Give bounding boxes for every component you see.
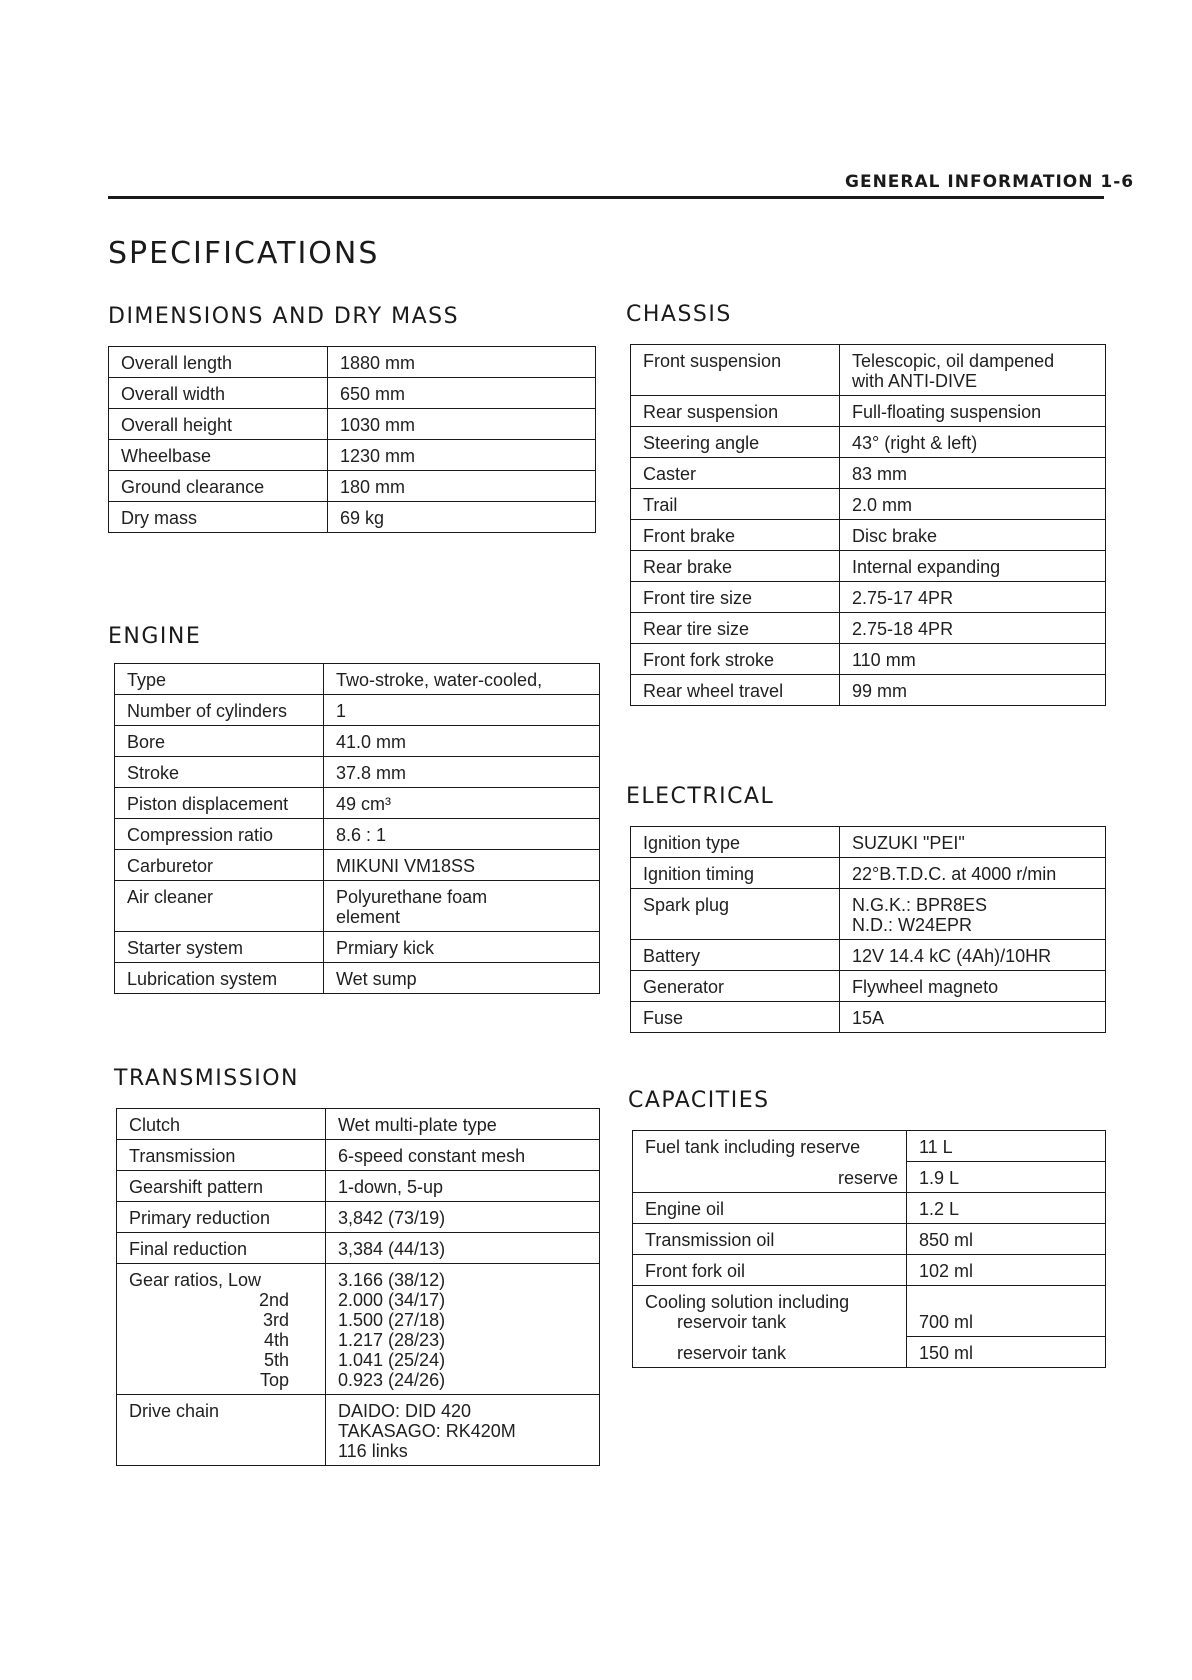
spec-label: Front brake bbox=[631, 520, 840, 551]
running-header: GENERAL INFORMATION 1-6 bbox=[845, 172, 1135, 192]
spec-label: Air cleaner bbox=[115, 881, 324, 932]
spec-label: Ignition type bbox=[631, 827, 840, 858]
spec-value-line: Telescopic, oil dampened bbox=[852, 351, 1055, 371]
spec-label: Overall length bbox=[109, 347, 328, 378]
spec-label: Final reduction bbox=[117, 1233, 326, 1264]
spec-value: 1880 mm bbox=[340, 353, 416, 373]
spec-label: Front suspension bbox=[631, 345, 840, 396]
table-row bbox=[631, 858, 1106, 889]
table-row bbox=[631, 1002, 1106, 1033]
dimensions-title: DIMENSIONS AND DRY MASS bbox=[108, 304, 460, 329]
spec-label: Clutch bbox=[117, 1109, 326, 1140]
capacities-rows bbox=[633, 1131, 1106, 1368]
spec-value: 37.8 mm bbox=[324, 757, 600, 788]
table-row bbox=[631, 458, 1106, 489]
drive-chain-label: Drive chain bbox=[117, 1395, 326, 1466]
table-row bbox=[117, 1171, 600, 1202]
spec-value bbox=[324, 881, 600, 932]
table-row bbox=[633, 1193, 1106, 1224]
chassis-table bbox=[630, 344, 1106, 706]
spec-value-line: with ANTI-DIVE bbox=[852, 371, 978, 391]
table-row bbox=[115, 695, 600, 726]
electrical-rows bbox=[631, 827, 1106, 1033]
cooling-label: Cooling solution including bbox=[645, 1292, 850, 1312]
table-row bbox=[117, 1109, 600, 1140]
spec-label: Bore bbox=[115, 726, 324, 757]
front-fork-oil-value: 102 ml bbox=[907, 1255, 1106, 1286]
spec-label: Compression ratio bbox=[115, 819, 324, 850]
table-row bbox=[109, 409, 596, 440]
spec-label: Transmission bbox=[117, 1140, 326, 1171]
spec-label: Front fork stroke bbox=[631, 644, 840, 675]
spec-label: Generator bbox=[631, 971, 840, 1002]
table-row bbox=[631, 940, 1106, 971]
electrical-table bbox=[630, 826, 1106, 1033]
spec-value: 22°B.T.D.C. at 4000 r/min bbox=[840, 858, 1106, 889]
spec-label: Gearshift pattern bbox=[117, 1171, 326, 1202]
spec-value: 3,384 (44/13) bbox=[326, 1233, 600, 1264]
table-row bbox=[115, 819, 600, 850]
spec-label: Overall width bbox=[109, 378, 328, 409]
cooling-reservoir-label: reservoir tank bbox=[677, 1342, 787, 1363]
table-row bbox=[633, 1255, 1106, 1286]
table-row bbox=[631, 971, 1106, 1002]
gear-label: 4th bbox=[263, 1330, 289, 1350]
electrical-title: ELECTRICAL bbox=[626, 784, 775, 809]
table-row bbox=[633, 1337, 1106, 1368]
table-row bbox=[115, 881, 600, 932]
table-row bbox=[631, 827, 1106, 858]
transmission-oil-label: Transmission oil bbox=[633, 1224, 907, 1255]
chassis-title: CHASSIS bbox=[626, 302, 732, 327]
gear-label: 5th bbox=[263, 1350, 289, 1370]
table-row bbox=[109, 347, 596, 378]
table-row bbox=[109, 440, 596, 471]
spec-value: 2.75-18 4PR bbox=[840, 613, 1106, 644]
gear-ratio-value: 1.217 (28/23) bbox=[338, 1330, 446, 1350]
transmission-rows bbox=[117, 1109, 600, 1466]
spec-value: 1030 mm bbox=[328, 409, 596, 440]
spec-value: Full-floating suspension bbox=[840, 396, 1106, 427]
table-row bbox=[109, 471, 596, 502]
fuel-tank-value: 11 L bbox=[919, 1137, 953, 1157]
table-row bbox=[631, 644, 1106, 675]
capacities-title: CAPACITIES bbox=[628, 1088, 770, 1113]
table-row bbox=[109, 378, 596, 409]
spec-label: Dry mass bbox=[109, 502, 328, 533]
spec-value: 1 bbox=[324, 695, 600, 726]
dimensions-rows bbox=[109, 347, 596, 533]
gear-ratio-value: 0.923 (24/26) bbox=[338, 1370, 446, 1390]
engine-oil-label: Engine oil bbox=[633, 1193, 907, 1224]
spec-label: Rear suspension bbox=[631, 396, 840, 427]
spec-value: 6-speed constant mesh bbox=[326, 1140, 600, 1171]
spec-value: 43° (right & left) bbox=[840, 427, 1106, 458]
table-row bbox=[631, 520, 1106, 551]
spec-value: 83 mm bbox=[840, 458, 1106, 489]
spec-label: Fuse bbox=[631, 1002, 840, 1033]
spec-value: Flywheel magneto bbox=[840, 971, 1106, 1002]
gear-label: Top bbox=[259, 1370, 289, 1390]
drive-chain-value: 116 links bbox=[338, 1441, 408, 1461]
header-rule bbox=[108, 196, 1104, 199]
table-row bbox=[631, 889, 1106, 940]
spec-value: 15A bbox=[840, 1002, 1106, 1033]
chassis-rows bbox=[631, 345, 1106, 706]
gear-label: 2nd bbox=[258, 1290, 289, 1310]
table-row bbox=[631, 489, 1106, 520]
cooling-reservoir-value: 150 ml bbox=[907, 1337, 1106, 1368]
spec-label: Spark plug bbox=[631, 889, 840, 940]
spec-value-line: element bbox=[336, 907, 401, 927]
table-row bbox=[109, 502, 596, 533]
spec-value-line: Polyurethane foam bbox=[336, 887, 488, 907]
drive-chain-row bbox=[117, 1395, 600, 1466]
gear-ratio-value: 2.000 (34/17) bbox=[338, 1290, 446, 1310]
spec-value: 12V 14.4 kC (4Ah)/10HR bbox=[840, 940, 1106, 971]
table-row bbox=[633, 1162, 1106, 1193]
spec-label: Ground clearance bbox=[109, 471, 328, 502]
spec-value: 99 mm bbox=[840, 675, 1106, 706]
spec-label: Front tire size bbox=[631, 582, 840, 613]
spec-value: Disc brake bbox=[840, 520, 1106, 551]
spec-value: 1-down, 5-up bbox=[326, 1171, 600, 1202]
table-row bbox=[115, 664, 600, 695]
spec-label: Wheelbase bbox=[109, 440, 328, 471]
table-row bbox=[117, 1233, 600, 1264]
spec-value: Two-stroke, water-cooled, bbox=[336, 670, 543, 690]
spec-value: 2.0 mm bbox=[840, 489, 1106, 520]
gear-ratios-label: Gear ratios, Low bbox=[129, 1270, 262, 1290]
cooling-label-2: reservoir tank bbox=[677, 1312, 787, 1332]
table-row bbox=[115, 788, 600, 819]
engine-table bbox=[114, 663, 600, 994]
gear-ratio-value: 1.500 (27/18) bbox=[338, 1310, 446, 1330]
spec-label: Stroke bbox=[115, 757, 324, 788]
spec-value: 69 kg bbox=[328, 502, 596, 533]
spec-label: Lubrication system bbox=[115, 963, 324, 994]
spec-label: Trail bbox=[631, 489, 840, 520]
spec-label: Carburetor bbox=[115, 850, 324, 881]
spec-value: 110 mm bbox=[840, 644, 1106, 675]
spec-value: 8.6 : 1 bbox=[324, 819, 600, 850]
gear-ratio-value: 3.166 (38/12) bbox=[338, 1270, 446, 1290]
table-row bbox=[631, 396, 1106, 427]
transmission-oil-value: 850 ml bbox=[907, 1224, 1106, 1255]
gear-ratio-value: 1.041 (25/24) bbox=[338, 1350, 446, 1370]
table-row bbox=[115, 963, 600, 994]
spec-value: SUZUKI "PEI" bbox=[852, 833, 965, 853]
table-row bbox=[631, 345, 1106, 396]
fuel-reserve-value: 1.9 L bbox=[907, 1162, 1106, 1193]
spec-label: Rear brake bbox=[631, 551, 840, 582]
spec-value: Prmiary kick bbox=[324, 932, 600, 963]
transmission-table bbox=[116, 1108, 600, 1466]
table-row bbox=[631, 551, 1106, 582]
spec-label: Starter system bbox=[115, 932, 324, 963]
table-row bbox=[117, 1202, 600, 1233]
drive-chain-value: DAIDO: DID 420 bbox=[338, 1401, 472, 1421]
spec-label: Number of cylinders bbox=[115, 695, 324, 726]
table-row bbox=[115, 757, 600, 788]
spec-label: Steering angle bbox=[631, 427, 840, 458]
table-row bbox=[631, 613, 1106, 644]
table-row bbox=[115, 726, 600, 757]
spec-value: 2.75-17 4PR bbox=[840, 582, 1106, 613]
spec-value: Wet sump bbox=[324, 963, 600, 994]
engine-rows bbox=[115, 664, 600, 994]
spec-value: 41.0 mm bbox=[324, 726, 600, 757]
cooling-value: 700 ml bbox=[919, 1312, 974, 1332]
drive-chain-value: TAKASAGO: RK420M bbox=[338, 1421, 516, 1441]
dimensions-table bbox=[108, 346, 596, 533]
front-fork-oil-label: Front fork oil bbox=[633, 1255, 907, 1286]
table-row bbox=[633, 1224, 1106, 1255]
spec-label: Piston displacement bbox=[115, 788, 324, 819]
spec-value: 650 mm bbox=[328, 378, 596, 409]
table-row bbox=[631, 675, 1106, 706]
spec-label: Ignition timing bbox=[631, 858, 840, 889]
spec-value: 180 mm bbox=[328, 471, 596, 502]
spec-label: Primary reduction bbox=[117, 1202, 326, 1233]
table-row bbox=[115, 850, 600, 881]
table-row bbox=[115, 932, 600, 963]
spec-value-line: N.G.K.: BPR8ES bbox=[852, 895, 988, 915]
table-row bbox=[633, 1286, 1106, 1337]
engine-title: ENGINE bbox=[108, 624, 202, 649]
spec-value: Wet multi-plate type bbox=[338, 1115, 497, 1135]
table-row bbox=[633, 1131, 1106, 1162]
page-title: SPECIFICATIONS bbox=[108, 236, 380, 271]
gear-label: 3rd bbox=[262, 1310, 289, 1330]
transmission-title: TRANSMISSION bbox=[114, 1066, 299, 1091]
spec-value: 3,842 (73/19) bbox=[326, 1202, 600, 1233]
fuel-tank-label: Fuel tank including reserve bbox=[633, 1131, 907, 1162]
spec-label: Rear wheel travel bbox=[631, 675, 840, 706]
spec-value bbox=[840, 345, 1106, 396]
capacities-table bbox=[632, 1130, 1106, 1368]
spec-value: MIKUNI VM18SS bbox=[324, 850, 600, 881]
spec-value: 49 cm³ bbox=[324, 788, 600, 819]
table-row bbox=[631, 427, 1106, 458]
spec-label: Rear tire size bbox=[631, 613, 840, 644]
engine-oil-value: 1.2 L bbox=[907, 1193, 1106, 1224]
table-row bbox=[117, 1140, 600, 1171]
spec-value: 1230 mm bbox=[328, 440, 596, 471]
spec-value: Internal expanding bbox=[840, 551, 1106, 582]
spec-label: Overall height bbox=[109, 409, 328, 440]
gear-ratios-row bbox=[117, 1264, 600, 1395]
spec-label: Battery bbox=[631, 940, 840, 971]
fuel-reserve-label: reserve bbox=[837, 1167, 898, 1188]
spec-label: Caster bbox=[631, 458, 840, 489]
table-row bbox=[631, 582, 1106, 613]
spec-value bbox=[840, 889, 1106, 940]
spec-label: Type bbox=[115, 664, 324, 695]
spec-value-line: N.D.: W24EPR bbox=[852, 915, 973, 935]
